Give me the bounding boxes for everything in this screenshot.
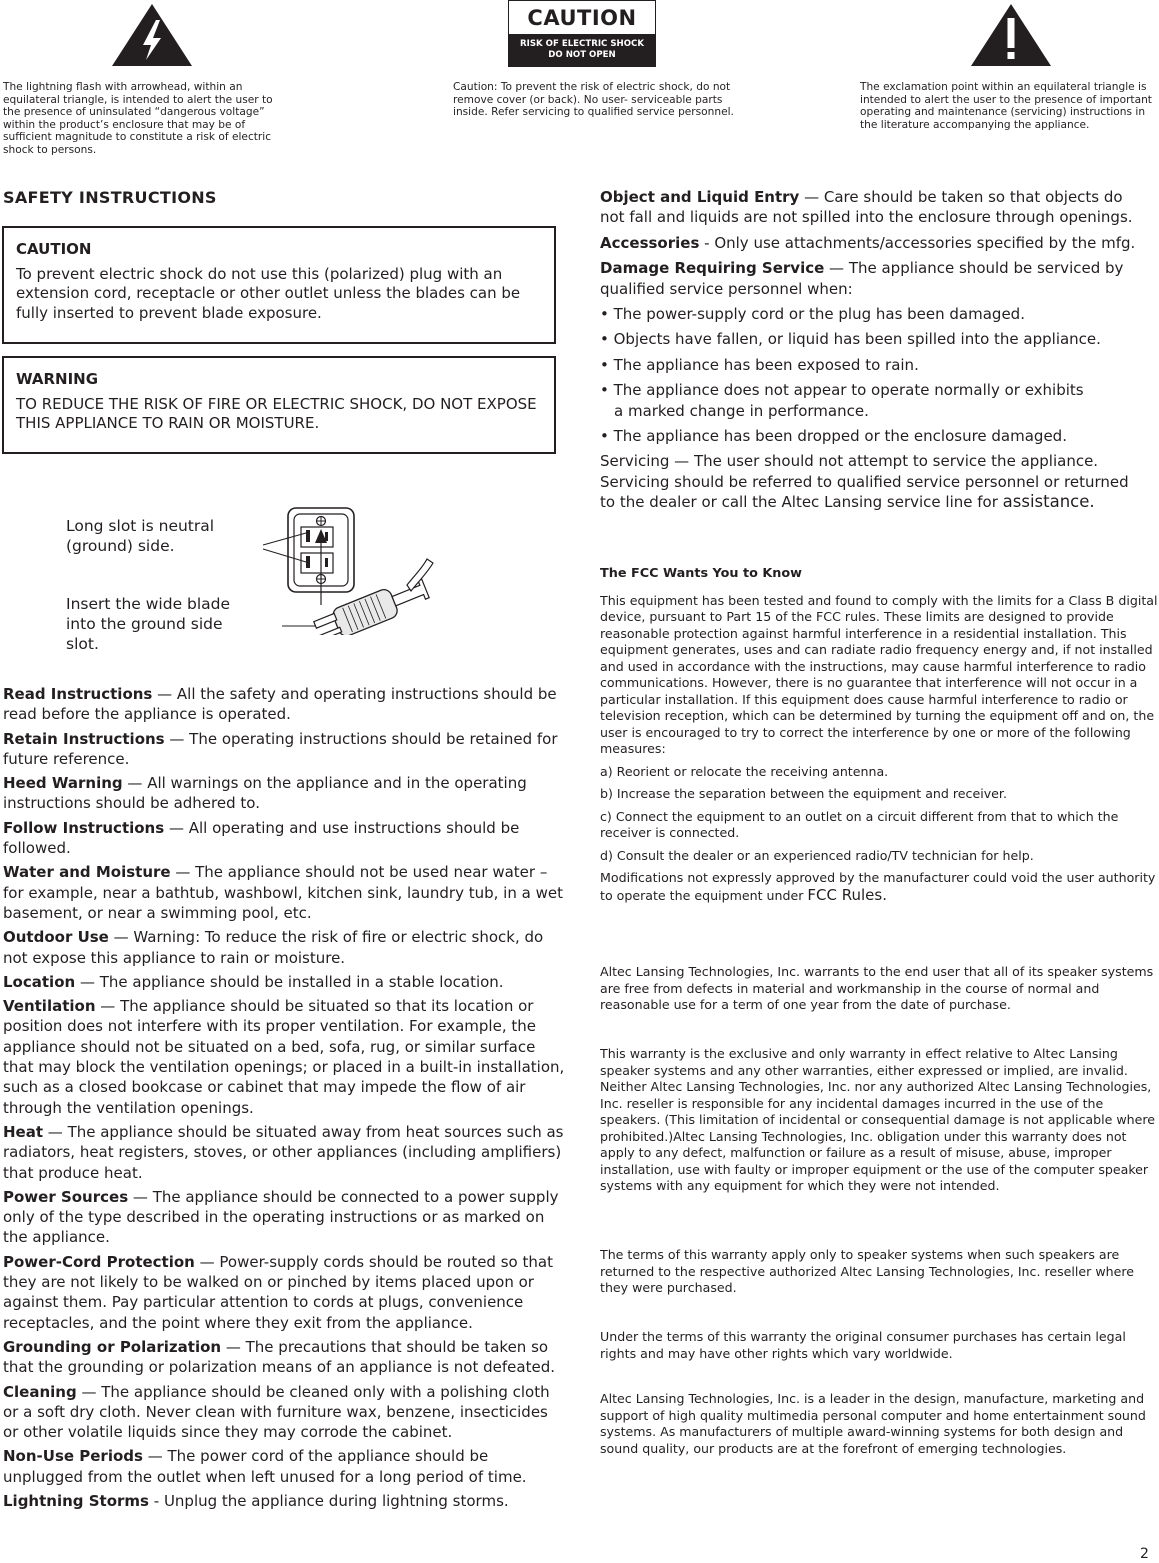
bullet-item: • The appliance has been exposed to rain. — [600, 355, 919, 374]
warning-box — [2, 356, 556, 454]
fcc-heading: The FCC Wants You to Know — [600, 566, 803, 581]
bullet-item: • The power-supply cord or the plug has been damaged. — [600, 305, 1025, 324]
bullet-item-cont: a marked change in performance. — [614, 401, 869, 420]
instruction-item: Power Sources — The appliance should be connected to a power supply only of the type described in the operating instructions or as marked on the appliance. — [3, 1187, 559, 1247]
instruction-item: Non-Use Periods — The power cord of the appliance should be unplugged from the outlet when left unused for a long period of time. — [3, 1447, 527, 1486]
instructions-list — [3, 684, 565, 1515]
damage-requiring-service: Damage Requiring Service — The appliance should be serviced by qualified service personnel when: — [600, 259, 1124, 298]
warranty-paragraph: The terms of this warranty apply only to speaker systems when such speakers are returned to the respective authorized Altec Lansing Technologies, Inc. reseller where they were purchased. — [600, 1247, 1135, 1295]
fcc-measure: b) Increase the separation between the equipment and receiver. — [600, 786, 1007, 801]
lightning-triangle-icon — [110, 2, 194, 72]
object-liquid-entry: Object and Liquid Entry — Care should be taken so that objects do not fall and liquids are not spilled into the enclosure through openings. — [600, 188, 1133, 227]
accessories: Accessories - Only use attachments/accessories specified by the mfg. — [600, 233, 1136, 252]
instruction-item: Read Instructions — All the safety and operating instructions should be read before the appliance is operated. — [3, 685, 557, 724]
fcc-body: This equipment has been tested and found to comply with the limits for a Class B digital device, pursuant to Part 15 of the FCC rules. These limits are designed to provide reasonable protection against harmful interference in a residential installation. This equipment generates, uses and can radiate radio frequency energy and, if not installed and used in accordance with the instructions, may cause harmful interference to radio communications. However, there is no guarantee that interference will not occur in a particular installation. If this equipment does cause harmful interference to radio or television reception, which can be determined by turning the equipment off and on, the user is encouraged to try to correct the interference by one or more of the following measures: — [600, 592, 1158, 756]
lightning-caption: The lightning flash with arrowhead, within an equilateral triangle, is intended to alert the user to the presence of uninsulated “dangerous voltage” within the product’s enclosure that may be of sufficient magnitude to constitute a risk of electric shock to persons. — [3, 81, 273, 156]
servicing: Servicing — The user should not attempt to service the appliance. Servicing should be referred to qualified service personnel or returned to the dealer or call the Altec Lansing service line for assistance. — [600, 452, 1129, 512]
right-instructions — [600, 187, 1136, 518]
fcc-measure: a) Reorient or relocate the receiving antenna. — [600, 763, 889, 779]
page-number: 2 — [1140, 1546, 1149, 1562]
warranty-paragraph: Under the terms of this warranty the original consumer purchases has certain legal rights and may have other rights which vary worldwide. — [600, 1329, 1126, 1361]
plug-label-neutral: Long slot is neutral (ground) side. — [66, 517, 215, 555]
polarized-plug-diagram — [255, 505, 435, 639]
warranty-paragraph: Altec Lansing Technologies, Inc. is a leader in the design, manufacture, marketing and support of high quality multimedia personal computer and home entertainment sound systems. As manufacturers of multiple award-winning systems for both design and sound quality, our products are at the forefront of emerging technologies. — [600, 1391, 1146, 1456]
caution-badge — [508, 0, 656, 67]
warranty-paragraph: Altec Lansing Technologies, Inc. warrants to the end user that all of its speaker systems are free from defects in material and workmanship in the course of normal and reasonable use for a term of one year from the date of purchase. — [600, 964, 1154, 1012]
bullet-item: • Objects have fallen, or liquid has been spilled into the appliance. — [600, 330, 1101, 349]
instruction-item: Cleaning — The appliance should be cleaned only with a polishing cloth or a soft dry cloth. Never clean with furniture wax, benzene, insecticides or other volatile liquids since they may corrode the cabinet. — [3, 1382, 550, 1442]
instruction-item: Water and Moisture — The appliance should not be used near water – for example, near a bathtub, washbowl, kitchen sink, laundry tub, in a wet basement, or near a swimming pool, etc. — [3, 863, 563, 922]
instruction-item: Heed Warning — All warnings on the appliance and in the operating instructions should be adhered to. — [3, 774, 527, 813]
caution-box-heading: CAUTION — [16, 240, 92, 258]
plug-label-wide: Insert the wide blade into the ground side slot. — [66, 595, 231, 653]
warning-box-text: TO REDUCE THE RISK OF FIRE OR ELECTRIC SHOCK, DO NOT EXPOSE THIS APPLIANCE TO RAIN OR MOISTURE. — [16, 394, 537, 432]
bullet-item: • The appliance has been dropped or the enclosure damaged. — [600, 427, 1067, 446]
instruction-item: Retain Instructions — The operating instructions should be retained for future reference. — [3, 729, 558, 768]
warning-box-heading: WARNING — [16, 370, 99, 388]
safety-title: SAFETY INSTRUCTIONS — [3, 188, 217, 207]
instruction-item: Location — The appliance should be installed in a stable location. — [3, 972, 504, 991]
instruction-item: Follow Instructions — All operating and use instructions should be followed. — [3, 818, 520, 858]
caution-box — [2, 226, 556, 344]
fcc-measure: c) Connect the equipment to an outlet on a circuit different from that to which the receiver is connected. — [600, 808, 1119, 840]
instruction-item: Lightning Storms - Unplug the appliance during lightning storms. — [3, 1491, 509, 1510]
exclamation-triangle-icon — [969, 2, 1053, 72]
bullet-item: • The appliance does not appear to operate normally or exhibits — [600, 381, 1084, 400]
exclamation-caption: The exclamation point within an equilateral triangle is intended to alert the user to the presence of important operating and maintenance (servicing) instructions in the literature accompanying the appliance. — [860, 81, 1152, 131]
instruction-item: Power-Cord Protection — Power-supply cords should be routed so that they are not likely to be walked on or pinched by items placed upon or against them. Pay particular attention to cords at plugs, convenience receptacles, and the point where they exit from the appliance. — [3, 1252, 553, 1332]
instruction-item: Ventilation — The appliance should be situated so that its location or position does not interfere with its proper ventilation. For example, the appliance should not be situated on a bed, sofa, rug, or similar surface that may block the ventilation openings; or placed in a built-in installation, such as a closed bookcase or cabinet that may impede the flow of air through the ventilation openings. — [3, 997, 565, 1117]
fcc-modifications: Modifications not expressly approved by the manufacturer could void the user authority to operate the equipment under FCC Rules. — [600, 870, 1156, 904]
caution-badge-line2: DO NOT OPEN — [548, 50, 616, 60]
caution-caption: Caution: To prevent the risk of electric shock, do not remove cover (or back). No user- serviceable parts inside. Refer servicing to qualified service personnel. — [453, 81, 734, 119]
caution-badge-line1: RISK OF ELECTRIC SHOCK — [520, 39, 644, 49]
caution-badge-title: CAUTION — [509, 1, 655, 34]
warranty-paragraph: This warranty is the exclusive and only warranty in effect relative to Altec Lansing speaker systems and any other warranties, either expressed or implied, are invalid. Neither Altec Lansing Technologies, Inc. nor any authorized Altec Lansing Technologies, Inc. reseller is responsible for any incidental damages incurred in the use of the speakers. (This limitation of incidental or consequential damage is not applicable where prohibited.)Altec Lansing Technologies, Inc. obligation under this warranty does not apply to any defect, malfunction or failure as a result of misuse, abuse, improper installation, use with faulty or improper equipment or the use of the computer speaker systems with any equipment for which they were not intended. — [600, 1046, 1156, 1193]
instruction-item: Heat — The appliance should be situated away from heat sources such as radiators, heat registers, stoves, or other appliances (including amplifiers) that produce heat. — [3, 1122, 564, 1182]
instruction-item: Outdoor Use — Warning: To reduce the risk of fire or electric shock, do not expose this appliance to rain or moisture. — [3, 928, 544, 967]
caution-box-text: To prevent electric shock do not use this (polarized) plug with an extension cord, receptacle or other outlet unless the blades can be fully inserted to prevent blade exposure. — [16, 264, 521, 322]
fcc-section — [600, 566, 1159, 910]
fcc-measure: d) Consult the dealer or an experienced radio/TV technician for help. — [600, 847, 1034, 863]
instruction-item: Grounding or Polarization — The precautions that should be taken so that the grounding or polarization means of an appliance is not defeated. — [3, 1337, 555, 1377]
